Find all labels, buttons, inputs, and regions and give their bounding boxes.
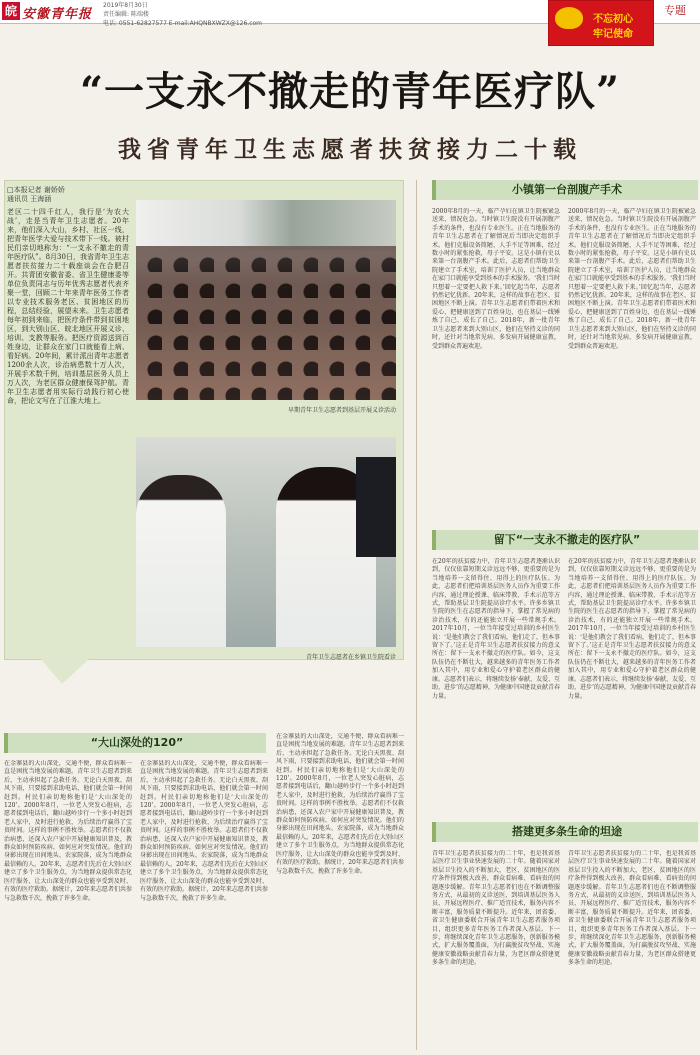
section-life-path-col-2: 青年卫生志愿者扶贫接力的二十年，也是我省基层医疗卫生事业快速发展的二十年。随着国家对基层卫生投入的不断加大，老区、贫困地区的医疗条件得到极大改善，群众看病难、看病贵的问题逐步缓解。青年卫生志愿者们也在不断调整服务方式，从最初的义诊送医，到培训基层医务人员、开展远程医疗、推广适宜技术，服务内容不断丰富，服务质量不断提升。近年来，团省委、省卫生健康委联合开展青年卫生志愿者服务项目，组织更多青年医务工作者深入基层。下一步，将继续深化青年卫生志愿服务，创新服务模式，扩大服务覆盖面，为打赢脱贫攻坚战、实施健康安徽战略贡献青春力量，为老区群众搭建更多条生命的坦途。 <box>568 850 696 967</box>
issue-meta <box>103 1 262 28</box>
section-mountain-120-col-1: 在金寨县的大山深处，交通不便，群众看病难一直是困扰当地发展的难题。青年卫生志愿者到来后，主动承担起了急救任务。无论白天黑夜、刮风下雨，只要接到求助电话，他们就会第一时间赶到。村民们亲切地称他们是‘大山深处的120’。2000年8月，一位老人突发心脏病，志愿者接到电话后，翻山越岭步行一个多小时赶到老人家中，及时进行抢救，为后续治疗赢得了宝贵时间。这样的事例不胜枚举。志愿者们不仅救治病患，还深入农户家中开展健康知识普及，教群众如何预防疾病、如何应对突发情况。他们的身影出现在田间地头、农家院落，成为当地群众最信赖的人。20年来，志愿者们先后在大别山区建立了多个卫生服务点，为当地群众提供常态化医疗服务，让大山深处的群众也能享受到及时、有效的医疗救助。据统计，20年来志愿者们共参与急救数千次，挽救了许多生命。 <box>4 760 132 902</box>
photo-caption-1: 早期青年卫生志愿者到基层开展义诊活动 <box>287 407 396 414</box>
byline-reporter: □本报记者 谢娇娇 <box>7 186 65 194</box>
party-emblem-icon <box>555 7 583 29</box>
photo-building <box>136 200 396 250</box>
byline <box>7 186 127 204</box>
byline-correspondent: 通讯员 王海涵 <box>7 195 52 203</box>
photo-caption-2: 青年卫生志愿者在乡镇卫生院看诊 <box>305 654 396 661</box>
section-medical-team-col-1: 在20年的扶贫接力中，青年卫生志愿者逐渐认识到，仅仅依靠短期义诊远远不够，更重要的是为当地培养一支留得住、用得上的医疗队伍。为此，志愿者们把培训基层医务人员作为重要工作内容，通过理论授课、临床带教、手术示范等方式，帮助基层卫生院提高诊疗水平。许多乡镇卫生院的医生在志愿者的指导下，掌握了常见病的诊治技术，有的还能独立开展一些常规手术。2017年10月，一位当年接受过培训的乡村医生说：‘是他们教会了我们看病，他们走了，但本事留下了。’这正是青年卫生志愿者扶贫接力的意义所在：留下一支永不撤走的医疗队。如今，这支队伍仍在不断壮大，越来越多的青年医务工作者加入其中，用专业和爱心守护着老区群众的健康。志愿者们表示，将继续发扬‘奉献、友爱、互助、进步’的志愿精神，为健康中国建设贡献青春力量。 <box>432 558 560 700</box>
paper-logo <box>0 0 100 22</box>
section-life-path-col-1: 青年卫生志愿者扶贫接力的二十年，也是我省基层医疗卫生事业快速发展的二十年。随着国家对基层卫生投入的不断加大，老区、贫困地区的医疗条件得到极大改善，群众看病难、看病贵的问题逐步缓解。青年卫生志愿者们也在不断调整服务方式，从最初的义诊送医，到培训基层医务人员、开展远程医疗、推广适宜技术，服务内容不断丰富，服务质量不断提升。近年来，团省委、省卫生健康委联合开展青年卫生志愿者服务项目，组织更多青年医务工作者深入基层。下一步，将继续深化青年卫生志愿服务，创新服务模式，扩大服务覆盖面，为打赢脱贫攻坚战、实施健康安徽战略贡献青春力量，为老区群众搭建更多条生命的坦途。 <box>432 850 560 967</box>
issue-date: 2019年8月30日 <box>103 2 148 9</box>
photo-crowd-clinic <box>136 200 396 400</box>
section-title-first-csection: 小镇第一台剖腹产手术 <box>432 180 698 200</box>
badge-line-1: 不忘初心 <box>593 14 633 25</box>
column-divider <box>416 180 417 1050</box>
section-title-mountain-120: “大山深处的120” <box>4 733 266 753</box>
issue-editor: 责任编辑: 陈端楼 <box>103 11 149 18</box>
section-title-life-path: 搭建更多条生命的坦途 <box>432 822 698 842</box>
party-badge <box>548 0 654 46</box>
badge-line-2: 牢记使命 <box>593 29 633 40</box>
issue-contact: 电话: 0551-62827577 E-mail:AHQNBXWZX@126.com <box>103 20 263 27</box>
section-medical-team-col-2: 在20年的扶贫接力中，青年卫生志愿者逐渐认识到，仅仅依靠短期义诊远远不够，更重要的是为当地培养一支留得住、用得上的医疗队伍。为此，志愿者们把培训基层医务人员作为重要工作内容，通过理论授课、临床带教、手术示范等方式，帮助基层卫生院提高诊疗水平。许多乡镇卫生院的医生在志愿者的指导下，掌握了常见病的诊治技术，有的还能独立开展一些常规手术。2017年10月，一位当年接受过培训的乡村医生说：‘是他们教会了我们看病，他们走了，但本事留下了。’这正是青年卫生志愿者扶贫接力的意义所在：留下一支永不撤走的医疗队。如今，这支队伍仍在不断壮大，越来越多的青年医务工作者加入其中，用专业和爱心守护着老区群众的健康。志愿者们表示，将继续发扬‘奉献、友爱、互助、进步’的志愿精神，为健康中国建设贡献青春力量。 <box>568 558 696 700</box>
section-first-csection-col-2: 2000年8月的一天，临产孕妇在镇卫生院被紧急送来，情况危急。当时镇卫生院没有开展剖腹产手术的条件，也没有专业医生。正在当地服务的青年卫生志愿者在了解情况后当即决定组织手术。他们克服设备简陋、人手不足等困难，经过数小时的紧张抢救，母子平安。这是小镇有史以来第一台剖腹产手术。此后，志愿者们帮助卫生院建立了手术室，培训了医护人员，让当地群众在家门口就能享受到基本的手术服务。‘我们当时只想着一定要把人救下来。’回忆起当年，志愿者仍然记忆犹新。20年来，这样的故事在老区、贫困地区不断上演。青年卫生志愿者们带着医术和爱心，把健康送到了百姓身边，也在基层一线锤炼了自己、成长了自己。2018年，新一批青年卫生志愿者来到大别山区，他们在坚持义诊的同时，还针对当地常见病、多发病开展健康宣教，受到群众普遍欢迎。 <box>568 208 696 350</box>
lead-story-panel-tail <box>40 658 90 684</box>
section-first-csection-col-1: 2000年8月的一天，临产孕妇在镇卫生院被紧急送来，情况危急。当时镇卫生院没有开展剖腹产手术的条件，也没有专业医生。正在当地服务的青年卫生志愿者在了解情况后当即决定组织手术。他们克服设备简陋、人手不足等困难，经过数小时的紧张抢救，母子平安。这是小镇有史以来第一台剖腹产手术。此后，志愿者们帮助卫生院建立了手术室，培训了医护人员，让当地群众在家门口就能享受到基本的手术服务。‘我们当时只想着一定要把人救下来。’回忆起当年，志愿者仍然记忆犹新。20年来，这样的故事在老区、贫困地区不断上演。青年卫生志愿者们带着医术和爱心，把健康送到了百姓身边，也在基层一线锤炼了自己、成长了自己。2018年，新一批青年卫生志愿者来到大别山区，他们在坚持义诊的同时，还针对当地常见病、多发病开展健康宣教，受到群众普遍欢迎。 <box>432 208 560 350</box>
photo-doctors-xray <box>136 437 396 647</box>
photo-doctor-male <box>136 475 226 647</box>
paper-name: 安徽青年报 <box>22 7 93 22</box>
photo-crowd <box>136 246 396 400</box>
section-mountain-120-col-2: 在金寨县的大山深处，交通不便，群众看病难一直是困扰当地发展的难题。青年卫生志愿者到来后，主动承担起了急救任务。无论白天黑夜、刮风下雨，只要接到求助电话，他们就会第一时间赶到。村民们亲切地称他们是‘大山深处的120’。2000年8月，一位老人突发心脏病，志愿者接到电话后，翻山越岭步行一个多小时赶到老人家中，及时进行抢救，为后续治疗赢得了宝贵时间。这样的事例不胜枚举。志愿者们不仅救治病患，还深入农户家中开展健康知识普及，教群众如何预防疾病、如何应对突发情况。他们的身影出现在田间地头、农家院落，成为当地群众最信赖的人。20年来，志愿者们先后在大别山区建立了多个卫生服务点，为当地群众提供常态化医疗服务，让大山深处的群众也能享受到及时、有效的医疗救助。据统计，20年来志愿者们共参与急救数千次，挽救了许多生命。 <box>140 760 268 902</box>
section-title-medical-team: 留下“一支永不撤走的医疗队” <box>432 530 698 550</box>
photo-xray-film <box>356 457 396 557</box>
logo-mark-icon: 皖 <box>2 2 20 20</box>
lead-story-body: 老区二十四千红人，我行是‘为农大战’，走是当青年卫生志愿者。20年来，他们深入大山，乡村、社区一线，把青年医学大爱与技术带下一线。被村民们亲切地称为：“一支永不撤走的青年医疗队”。8月30日，我省青年卫生志愿者扶贫接力二十载座谈会在合肥召开。共青团安徽省委、省卫生健康委等单位负责同志与历年优秀志愿者代表齐聚一堂，回顾二十年来青年医务工作者以专业技术服务老区、贫困地区的历程，总结经验，展望未来。卫生志愿者每年初到来临，把医疗条件带到贫困地区，到大别山区、皖北地区开展义诊、培训、支教等服务。把医疗资源送到百姓身边，让群众在家门口就能看上病、看好病。20年间，累计派出青年志愿者1200余人次，诊治病患数十万人次，开展手术数千例，培训基层医务人员上万人次，为老区群众健康保驾护航。青年卫生志愿者用实际行动践行初心使命，把论文写在了江淮大地上。 <box>7 208 129 405</box>
section-mountain-120-col-3: 在金寨县的大山深处，交通不便，群众看病难一直是困扰当地发展的难题。青年卫生志愿者到来后，主动承担起了急救任务。无论白天黑夜、刮风下雨，只要接到求助电话，他们就会第一时间赶到。村民们亲切地称他们是‘大山深处的120’。2000年8月，一位老人突发心脏病，志愿者接到电话后，翻山越岭步行一个多小时赶到老人家中，及时进行抢救，为后续治疗赢得了宝贵时间。这样的事例不胜枚举。志愿者们不仅救治病患，还深入农户家中开展健康知识普及，教群众如何预防疾病、如何应对突发情况。他们的身影出现在田间地头、农家院落，成为当地群众最信赖的人。20年来，志愿者们先后在大别山区建立了多个卫生服务点，为当地群众提供常态化医疗服务，让大山深处的群众也能享受到及时、有效的医疗救助。据统计，20年来志愿者们共参与急救数千次，挽救了许多生命。 <box>276 733 404 875</box>
page-subhead: 我省青年卫生志愿者扶贫接力二十载 <box>118 136 582 163</box>
page-headline: “一支永不撤走的青年医疗队” <box>79 68 620 115</box>
section-tab[interactable]: 专题 <box>664 4 686 17</box>
